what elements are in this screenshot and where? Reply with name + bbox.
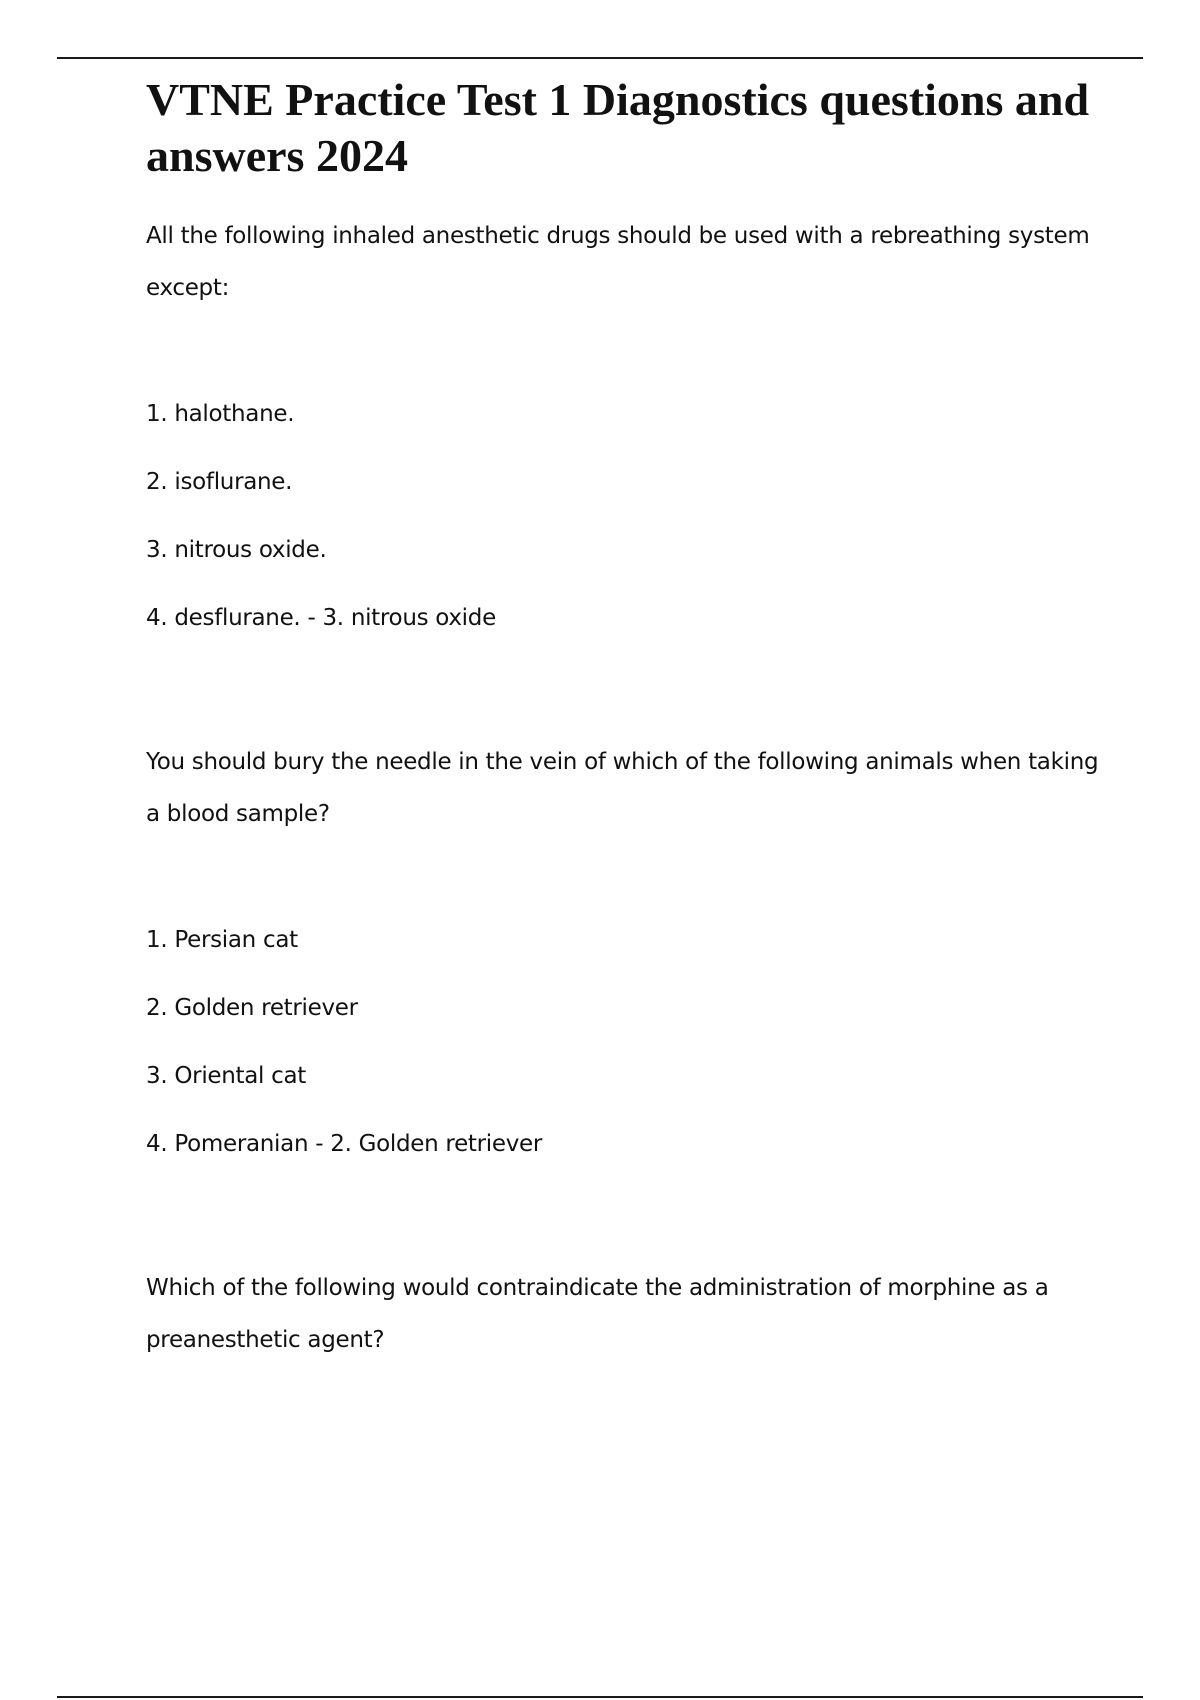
answer-option: 4. desflurane. - 3. nitrous oxide <box>146 605 496 631</box>
answer-option: 3. nitrous oxide. <box>146 537 327 563</box>
answer-options <box>146 403 496 675</box>
top-rule <box>57 57 1143 59</box>
answer-option: 2. Golden retriever <box>146 995 358 1021</box>
question-block-2 <box>146 736 1106 1157</box>
bottom-rule <box>57 1696 1143 1698</box>
answer-option: 1. Persian cat <box>146 927 298 953</box>
question-text: Which of the following would contraindicate the administration of morphine as a preanesthetic agent? <box>146 1275 1049 1353</box>
page-title: VTNE Practice Test 1 Diagnostics questions and answers 2024 <box>146 74 1090 181</box>
answer-options <box>146 929 542 1201</box>
answer-option: 3. Oriental cat <box>146 1063 307 1089</box>
question-block-1 <box>146 210 1106 631</box>
answer-option: 1. halothane. <box>146 401 295 427</box>
answer-option: 4. Pomeranian - 2. Golden retriever <box>146 1131 543 1157</box>
question-text: You should bury the needle in the vein of which of the following animals when taking a blood sample? <box>146 749 1099 827</box>
question-text: All the following inhaled anesthetic drugs should be used with a rebreathing system except: <box>146 223 1090 301</box>
answer-option: 2. isoflurane. <box>146 469 293 495</box>
question-block-3 <box>146 1262 1106 1366</box>
